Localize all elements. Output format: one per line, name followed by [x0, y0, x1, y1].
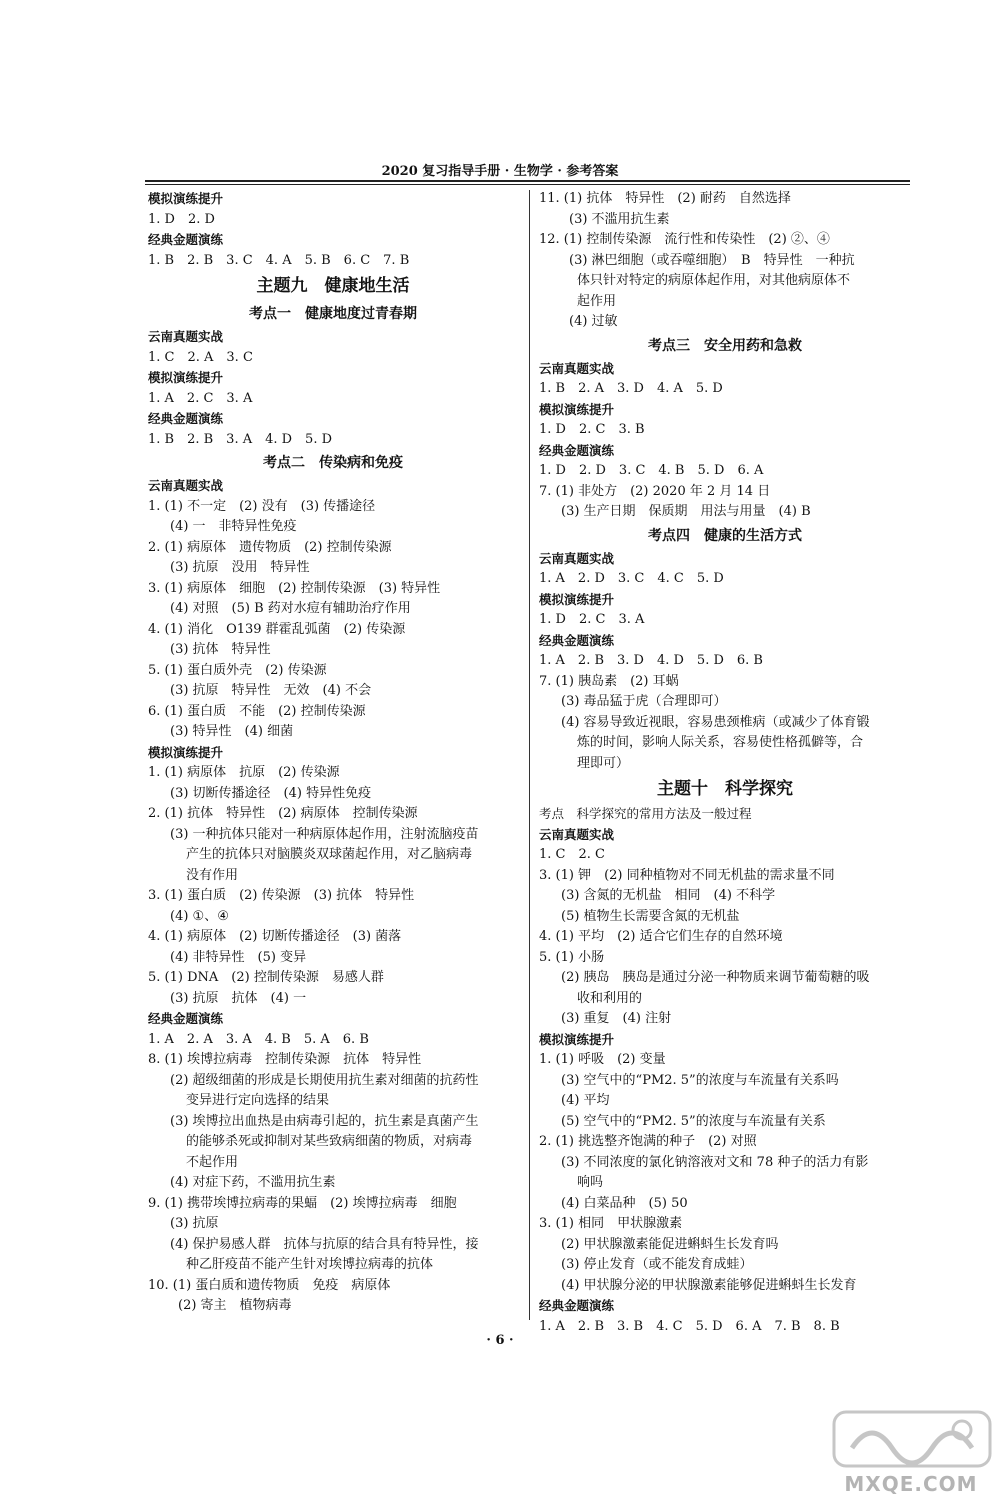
answer-line: 1. D 2. D — [148, 211, 215, 227]
answer-line: 1. B 2. B 3. C 4. A 5. B 6. C 7. B — [148, 252, 410, 268]
answer-subline: (4) 对症下药，不滥用抗生素 — [170, 1175, 336, 1190]
answer-subline: (3) 不滥用抗生素 — [569, 211, 670, 227]
answer-line: 12. (1) 控制传染源 流行性和传染性 (2) ②、④ — [539, 232, 830, 247]
answer-line: 1. (1) 不一定 (2) 没有 (3) 传播途径 — [148, 498, 376, 514]
section-heading: 云南真题实战 — [148, 329, 224, 344]
answer-line: 2. (1) 病原体 遗传物质 (2) 控制传染源 — [148, 539, 392, 555]
answer-subline: (3) 生产日期 保质期 用法与用量 (4) B — [561, 504, 811, 519]
answer-line: 3. (1) 蛋白质 (2) 传染源 (3) 抗体 特异性 — [148, 888, 415, 903]
answer-line: 8. (1) 埃博拉病毒 控制传染源 抗体 特异性 — [148, 1052, 422, 1067]
left-column — [148, 189, 518, 1317]
section-heading: 模拟演练提升 — [148, 191, 224, 206]
header-rule — [145, 180, 910, 182]
answer-line: 1. A 2. D 3. C 4. C 5. D — [539, 571, 724, 586]
answer-line: 7. (1) 非处方 (2) 2020 年 2 月 14 日 — [539, 483, 771, 499]
answer-subline: (4) 甲状腺分泌的甲状腺激素能够促进蝌蚪生长发育 — [561, 1277, 857, 1293]
answer-subline: (3) 切断传播途径 (4) 特异性免疫 — [170, 785, 372, 801]
section-heading: 模拟演练提升 — [148, 744, 224, 760]
section-heading: 经典金题演练 — [148, 232, 224, 247]
theme-heading: 主题九 健康地生活 — [256, 276, 410, 296]
answer-line: 10. (1) 蛋白质和遗传物质 免疫 病原体 — [148, 1277, 391, 1293]
answer-continuation: 的能够杀死或抑制对某些致病细菌的物质，对病毒 — [186, 1134, 473, 1149]
answer-line: 3. (1) 相同 甲状腺激素 — [539, 1216, 683, 1231]
section-heading: 经典金题演练 — [148, 411, 224, 426]
answer-line: 3. (1) 病原体 细胞 (2) 控制传染源 (3) 特异性 — [148, 580, 441, 596]
answer-continuation: 起作用 — [577, 293, 617, 309]
answer-subline: (2) 胰岛 胰岛是通过分泌一种物质来调节葡萄糖的吸 — [561, 970, 870, 985]
answer-subline: (3) 毒品猛于虎（合理即可） — [561, 694, 727, 709]
answer-line: 6. (1) 蛋白质 不能 (2) 控制传染源 — [148, 703, 366, 719]
answer-line: 9. (1) 携带埃博拉病毒的果蝠 (2) 埃博拉病毒 细胞 — [148, 1195, 457, 1211]
answer-subline: (3) 抗原 — [170, 1216, 219, 1231]
running-header-title: 2020 复习指导手册 · 生物学 · 参考答案 — [381, 164, 619, 179]
answer-subline: (4) 非特异性 (5) 变异 — [170, 949, 307, 965]
answer-line: 1. A 2. B 3. B 4. C 5. D 6. A 7. B 8. B — [539, 1318, 840, 1334]
answer-subline: (4) 白菜品种 (5) 50 — [561, 1195, 688, 1211]
theme-heading: 主题十 科学探究 — [657, 779, 793, 799]
answer-subline: (3) 一种抗体只能对一种病原体起作用，注射流脑疫苗 — [170, 826, 479, 842]
topic-heading: 考点四 健康的生活方式 — [648, 527, 802, 544]
answer-subline: (3) 抗原 特异性 无效 (4) 不会 — [170, 683, 372, 698]
answer-continuation: 种乙肝疫苗不能产生针对埃博拉病毒的抗体 — [186, 1257, 434, 1272]
answer-line: 1. A 2. B 3. D 4. D 5. D 6. B — [539, 653, 763, 668]
section-heading: 经典金题演练 — [539, 1298, 615, 1313]
answer-line: 1. (1) 病原体 抗原 (2) 传染源 — [148, 765, 340, 780]
answer-subline: (3) 含氮的无机盐 相同 (4) 不科学 — [561, 888, 776, 903]
answer-line: 3. (1) 钾 (2) 同种植物对不同无机盐的需求量不同 — [539, 867, 835, 883]
answer-line: 4. (1) 病原体 (2) 切断传播途径 (3) 菌落 — [148, 929, 402, 944]
section-heading: 云南真题实战 — [539, 360, 615, 376]
section-heading: 云南真题实战 — [539, 826, 615, 842]
answer-line: 5. (1) DNA (2) 控制传染源 易感人群 — [148, 970, 384, 985]
answer-line: 1. B 2. A 3. D 4. A 5. D — [539, 381, 723, 396]
answer-line: 1. (1) 呼吸 (2) 变量 — [539, 1052, 666, 1067]
answer-continuation: 响吗 — [577, 1175, 604, 1190]
answer-continuation: 不起作用 — [186, 1154, 239, 1170]
answer-continuation: 收和利用的 — [577, 990, 643, 1006]
answer-line: 1. D 2. C 3. A — [539, 612, 645, 627]
answer-subline: (4) 容易导致近视眼，容易患颈椎病（或减少了体育锻 — [561, 714, 870, 730]
page-number: · 6 · — [486, 1333, 514, 1348]
answer-line: 5. (1) 小肠 — [539, 949, 605, 965]
answer-line: 4. (1) 消化 O139 群霍乱弧菌 (2) 传染源 — [148, 621, 406, 637]
answer-continuation: 变异进行定向选择的结果 — [186, 1093, 330, 1108]
topic-heading: 考点 科学探究的常用方法及一般过程 — [539, 806, 752, 821]
watermark — [828, 1408, 994, 1504]
header-rule-thin — [145, 184, 910, 185]
answer-subline: (3) 抗原 抗体 (4) 一 — [170, 990, 307, 1006]
right-column — [539, 189, 911, 1337]
answer-line: 1. B 2. B 3. A 4. D 5. D — [148, 431, 333, 447]
answer-line: 5. (1) 蛋白质外壳 (2) 传染源 — [148, 662, 327, 678]
answer-subline: (4) 平均 — [561, 1093, 610, 1108]
answer-line: 1. D 2. D 3. C 4. B 5. D 6. A — [539, 463, 764, 478]
answer-subline: (3) 停止发育（或不能发育成蛙） — [561, 1257, 753, 1272]
section-heading: 经典金题演练 — [148, 1011, 224, 1026]
answer-subline: (4) 保护易感人群 抗体与抗原的结合具有特异性，接 — [170, 1236, 479, 1252]
answer-subline: (3) 特异性 (4) 细菌 — [170, 724, 294, 739]
section-heading: 云南真题实战 — [539, 550, 615, 566]
answer-subline: (3) 抗体 特异性 — [170, 642, 271, 657]
watermark-logo — [832, 1408, 992, 1470]
answer-line: 11. (1) 抗体 特异性 (2) 耐药 自然选择 — [539, 191, 791, 206]
answer-continuation: 没有作用 — [186, 867, 239, 883]
answer-subline: (2) 超级细菌的形成是长期使用抗生素对细菌的抗药性 — [170, 1072, 479, 1088]
answer-continuation: 炼的时间，影响人际关系，容易使性格孤僻等，合 — [577, 735, 864, 750]
answer-subline: (3) 不同浓度的氯化钠溶液对文和 78 种子的活力有影 — [561, 1154, 869, 1170]
answer-line: 4. (1) 平均 (2) 适合它们生存的自然环境 — [539, 929, 783, 944]
topic-heading: 考点三 安全用药和急救 — [648, 337, 802, 354]
answer-line: 1. C 2. A 3. C — [148, 349, 253, 365]
section-heading: 模拟演练提升 — [539, 401, 615, 417]
answer-subline: (2) 寄主 植物病毒 — [178, 1298, 292, 1313]
answer-line: 1. A 2. A 3. A 4. B 5. A 6. B — [148, 1031, 369, 1047]
section-heading: 模拟演练提升 — [148, 370, 224, 385]
watermark-url: MXQE.COM — [844, 1472, 978, 1496]
answer-subline: (3) 重复 (4) 注射 — [561, 1011, 672, 1026]
answer-subline: (5) 植物生长需要含氮的无机盐 — [561, 908, 740, 924]
column-divider — [529, 190, 530, 1320]
answer-continuation: 产生的抗体只对脑膜炎双球菌起作用，对乙脑病毒 — [186, 847, 473, 862]
answer-subline: (3) 空气中的“PM2. 5”的浓度与车流量有关系吗 — [561, 1072, 839, 1088]
answer-subline: (3) 抗原 没用 特异性 — [170, 560, 310, 575]
answer-line: 2. (1) 挑选整齐饱满的种子 (2) 对照 — [539, 1134, 757, 1149]
topic-heading: 考点一 健康地度过青春期 — [249, 306, 417, 322]
section-heading: 经典金题演练 — [539, 442, 615, 458]
answer-continuation: 理即可） — [577, 755, 630, 771]
section-heading: 模拟演练提升 — [539, 1031, 615, 1047]
answer-line: 2. (1) 抗体 特异性 (2) 病原体 控制传染源 — [148, 806, 418, 821]
answer-subline: (4) 对照 (5) B 药对水痘有辅助治疗作用 — [170, 601, 411, 616]
section-heading: 经典金题演练 — [539, 632, 615, 648]
answer-line: 1. C 2. C — [539, 847, 605, 862]
answer-subline: (4) 一 非特异性免疫 — [170, 519, 297, 534]
answer-subline: (3) 埃博拉出血热是由病毒引起的，抗生素是真菌产生 — [170, 1113, 479, 1129]
topic-heading: 考点二 传染病和免疫 — [263, 455, 403, 471]
answer-line: 1. A 2. C 3. A — [148, 390, 253, 406]
answer-subline: (5) 空气中的“PM2. 5”的浓度与车流量有关系 — [561, 1113, 826, 1129]
answer-continuation: 体只针对特定的病原体起作用，对其他病原体不 — [577, 273, 851, 288]
answer-subline: (4) 过敏 — [569, 314, 618, 329]
answer-line: 1. D 2. C 3. B — [539, 422, 645, 437]
section-heading: 模拟演练提升 — [539, 591, 615, 607]
answer-subline: (2) 甲状腺激素能促进蝌蚪生长发育吗 — [561, 1236, 779, 1252]
answer-subline: (4) ①、④ — [170, 908, 229, 924]
answer-subline: (3) 淋巴细胞（或吞噬细胞） B 特异性 一种抗 — [569, 252, 855, 268]
answer-line: 7. (1) 胰岛素 (2) 耳蜗 — [539, 673, 679, 689]
section-heading: 云南真题实战 — [148, 478, 224, 493]
